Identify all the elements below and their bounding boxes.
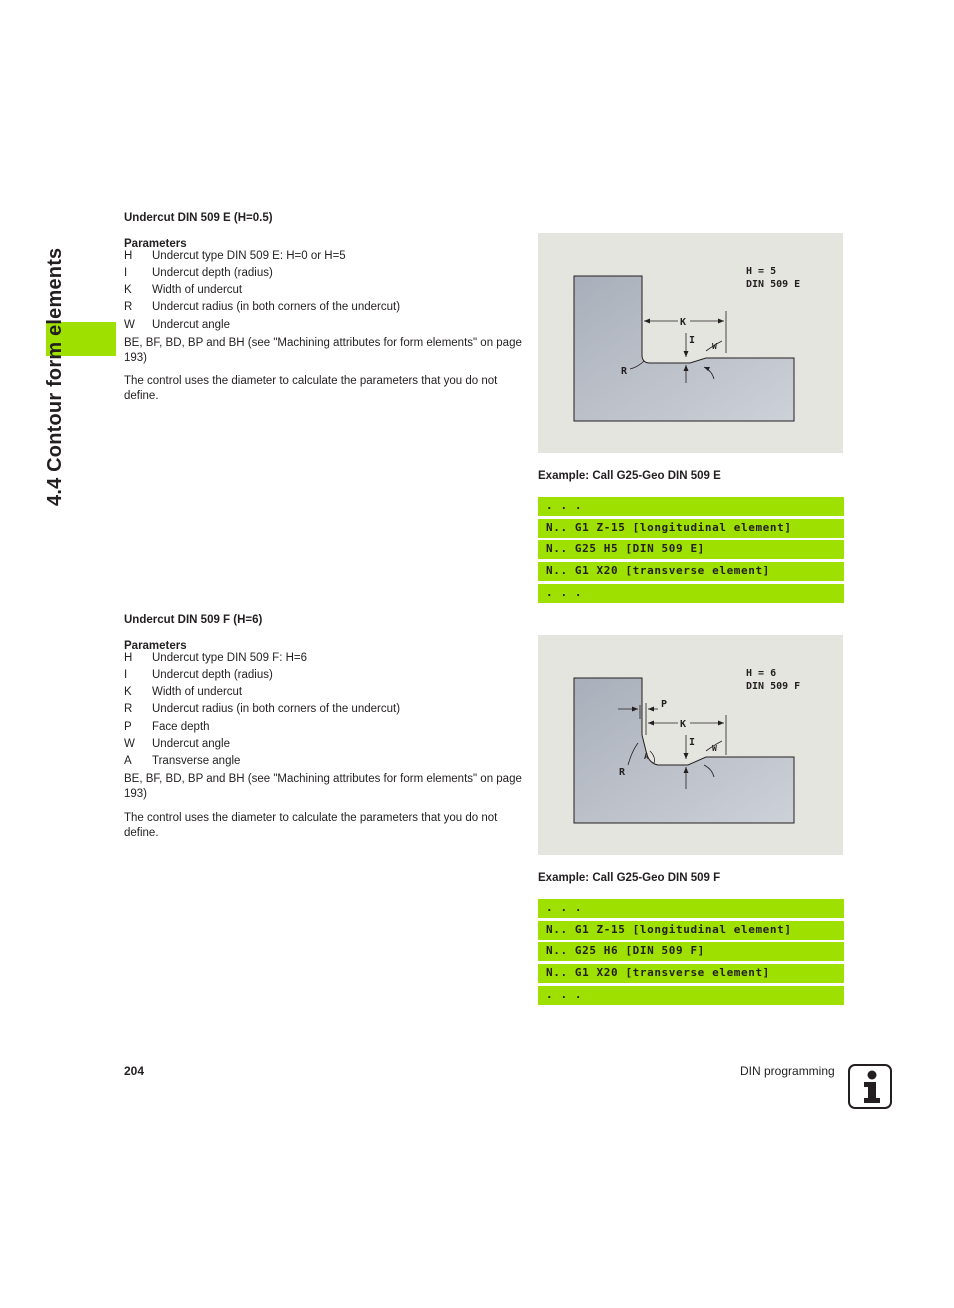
page-number: 204	[124, 1064, 145, 1078]
section-e-title: Undercut DIN 509 E (H=0.5)	[124, 212, 273, 224]
figure-e-label-r: R	[621, 366, 628, 377]
code-line: . . .	[538, 497, 844, 516]
figure-e-label-k: K	[680, 317, 687, 328]
figure-din509e	[538, 233, 843, 453]
section-e-attr-note: BE, BF, BD, BP and BH (see "Machining attributes for form elements" on page 193)	[124, 337, 522, 364]
figure-din509e-drawing	[538, 233, 843, 453]
chapter-side-title	[44, 214, 104, 510]
section-f-attr-note: BE, BF, BD, BP and BH (see "Machining attributes for form elements" on page 193)	[124, 773, 522, 800]
figure-e-line1: H = 5	[746, 266, 777, 277]
code-line: . . .	[538, 584, 844, 603]
figure-e-label-i: I	[689, 335, 696, 346]
figure-e-label-w: W	[712, 342, 717, 351]
code-line: N.. G1 X20 [transverse element]	[538, 964, 844, 983]
figure-din509f-drawing	[538, 635, 843, 855]
footer-chapter: DIN programming	[740, 1064, 835, 1078]
code-line: N.. G1 Z-15 [longitudinal element]	[538, 519, 844, 538]
section-f-params-heading: Parameters	[124, 640, 187, 652]
figure-f-label-r: R	[619, 767, 626, 778]
example-e-title: Example: Call G25-Geo DIN 509 E	[538, 470, 721, 482]
figure-f-label-a: A	[644, 752, 649, 761]
figure-e-line2: DIN 509 E	[746, 279, 801, 290]
section-e-diameter-note: The control uses the diameter to calculate the parameters that you do not define.	[124, 375, 498, 402]
code-line: N.. G1 X20 [transverse element]	[538, 562, 844, 581]
figure-f-label-k: K	[680, 719, 687, 730]
figure-f-label-w: W	[712, 744, 717, 753]
code-line: N.. G25 H6 [DIN 509 F]	[538, 942, 844, 961]
figure-din509f	[538, 635, 843, 855]
code-line: . . .	[538, 986, 844, 1005]
section-f-title: Undercut DIN 509 F (H=6)	[124, 614, 263, 626]
part-outline	[574, 276, 794, 421]
example-f-title: Example: Call G25-Geo DIN 509 F	[538, 872, 721, 884]
code-line: . . .	[538, 899, 844, 918]
info-icon	[848, 1064, 892, 1109]
section-f-diameter-note: The control uses the diameter to calculate the parameters that you do not define.	[124, 812, 498, 839]
code-line: N.. G25 H5 [DIN 509 E]	[538, 540, 844, 559]
figure-f-line2: DIN 509 F	[746, 681, 801, 692]
figure-f-label-p: P	[661, 699, 668, 710]
section-e-params-heading: Parameters	[124, 238, 187, 250]
code-line: N.. G1 Z-15 [longitudinal element]	[538, 921, 844, 940]
figure-f-line1: H = 6	[746, 668, 777, 679]
figure-f-label-i: I	[689, 737, 696, 748]
chapter-side-title-text: 4.4 Contour form elements	[44, 247, 66, 506]
part-outline	[574, 678, 794, 823]
